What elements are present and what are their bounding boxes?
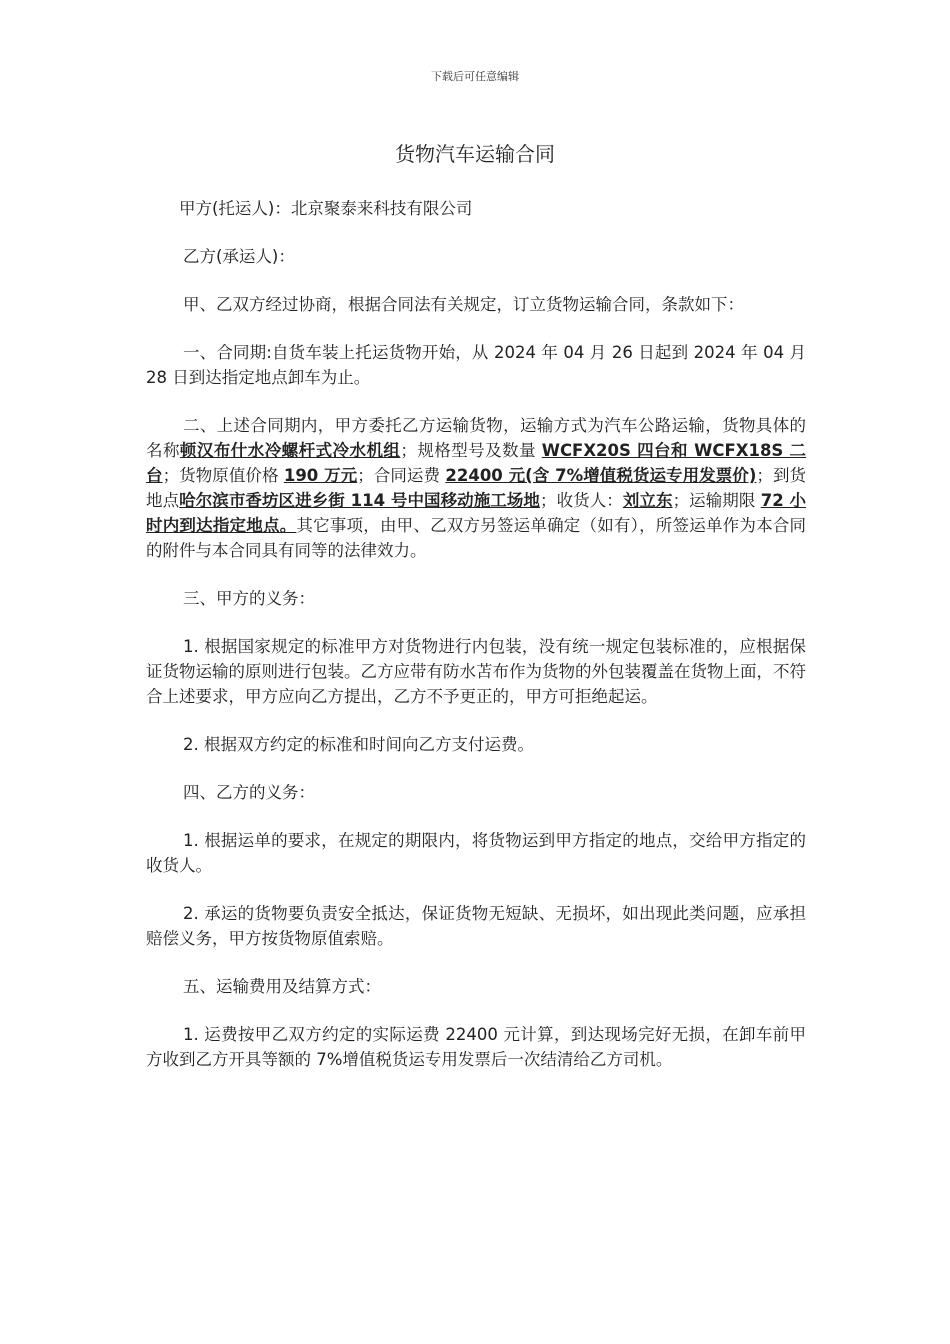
contract-fee: 22400 元(含 7%增值税货运专用发票价)	[445, 466, 757, 485]
section-4-heading: 四、乙方的义务：	[183, 783, 315, 802]
section-4-item-1: 1. 根据运单的要求，在规定的期限内，将货物运到甲方指定的地点，交给甲方指定的收货人。	[146, 831, 806, 875]
section-3-item-2: 2. 根据双方约定的标准和时间向乙方支付运费。	[183, 735, 534, 754]
header-note: 下载后可任意编辑	[431, 70, 519, 83]
clause-2-text-6: ；收货人：	[540, 491, 623, 510]
consignee: 刘立东	[622, 491, 673, 510]
clause-2-text-5: ；到货地点	[146, 466, 807, 510]
section-5-heading: 五、运输费用及结算方式：	[183, 977, 381, 996]
clause-2-text-4: ；合同运费	[357, 466, 446, 485]
section-3-item-1: 1. 根据国家规定的标准甲方对货物进行内包装，没有统一规定包装标准的，应根据保证货物运输的原则进行包装。乙方应带有防水苫布作为货物的外包装覆盖在货物上面，不符合上述要求，甲方应向乙方提出，乙方不予更正的，甲方可拒绝起运。	[146, 637, 806, 706]
clause-1-term: 一、合同期:自货车装上托运货物开始，从 2024 年 04 月 26 日起到 2024 年 04 月 28 日到达指定地点卸车为止。	[146, 343, 806, 387]
clause-2-text-1: 二、上述合同期内，甲方委托乙方运输货物，运输方式为汽车公路运输，货物具体的名称	[146, 416, 806, 460]
transport-period: 72 小时内到达指定地点。	[146, 491, 807, 535]
goods-name: 顿汉布什水冷螺杆式冷水机组	[179, 441, 401, 460]
clause-2-text-3: ；货物原值价格	[162, 466, 284, 485]
party-a-line: 甲方(托运人)：北京聚泰来科技有限公司	[179, 199, 473, 218]
section-5-item-1: 1. 运费按甲乙双方约定的实际运费 22400 元计算，到达现场完好无损，在卸车前甲方收到乙方开具等额的 7%增值税货运专用发票后一次结清给乙方司机。	[146, 1025, 806, 1069]
goods-spec: WCFX20S 四台和 WCFX18S 二台	[146, 441, 807, 485]
goods-value: 190 万元	[283, 466, 358, 485]
clause-2-transport-details	[146, 413, 806, 563]
document-body	[146, 196, 806, 1095]
party-b-line: 乙方(承运人)：	[183, 247, 295, 266]
document-title: 货物汽车运输合同	[395, 142, 555, 166]
intro-paragraph: 甲、乙双方经过协商，根据合同法有关规定，订立货物运输合同，条款如下：	[183, 295, 744, 314]
section-4-item-2: 2. 承运的货物要负责安全抵达，保证货物无短缺、无损坏，如出现此类问题，应承担赔偿义务，甲方按货物原值索赔。	[146, 904, 806, 948]
clause-2-text-7: ；运输期限	[672, 491, 761, 510]
clause-2-text-8: 其它事项，由甲、乙双方另签运单确定（如有），所签运单作为本合同的附件与本合同具有同等的法律效力。	[146, 516, 807, 560]
section-3-heading: 三、甲方的义务：	[183, 589, 315, 608]
clause-2-text-2: ；规格型号及数量	[400, 441, 542, 460]
destination: 哈尔滨市香坊区进乡街 114 号中国移动施工场地	[179, 491, 541, 510]
